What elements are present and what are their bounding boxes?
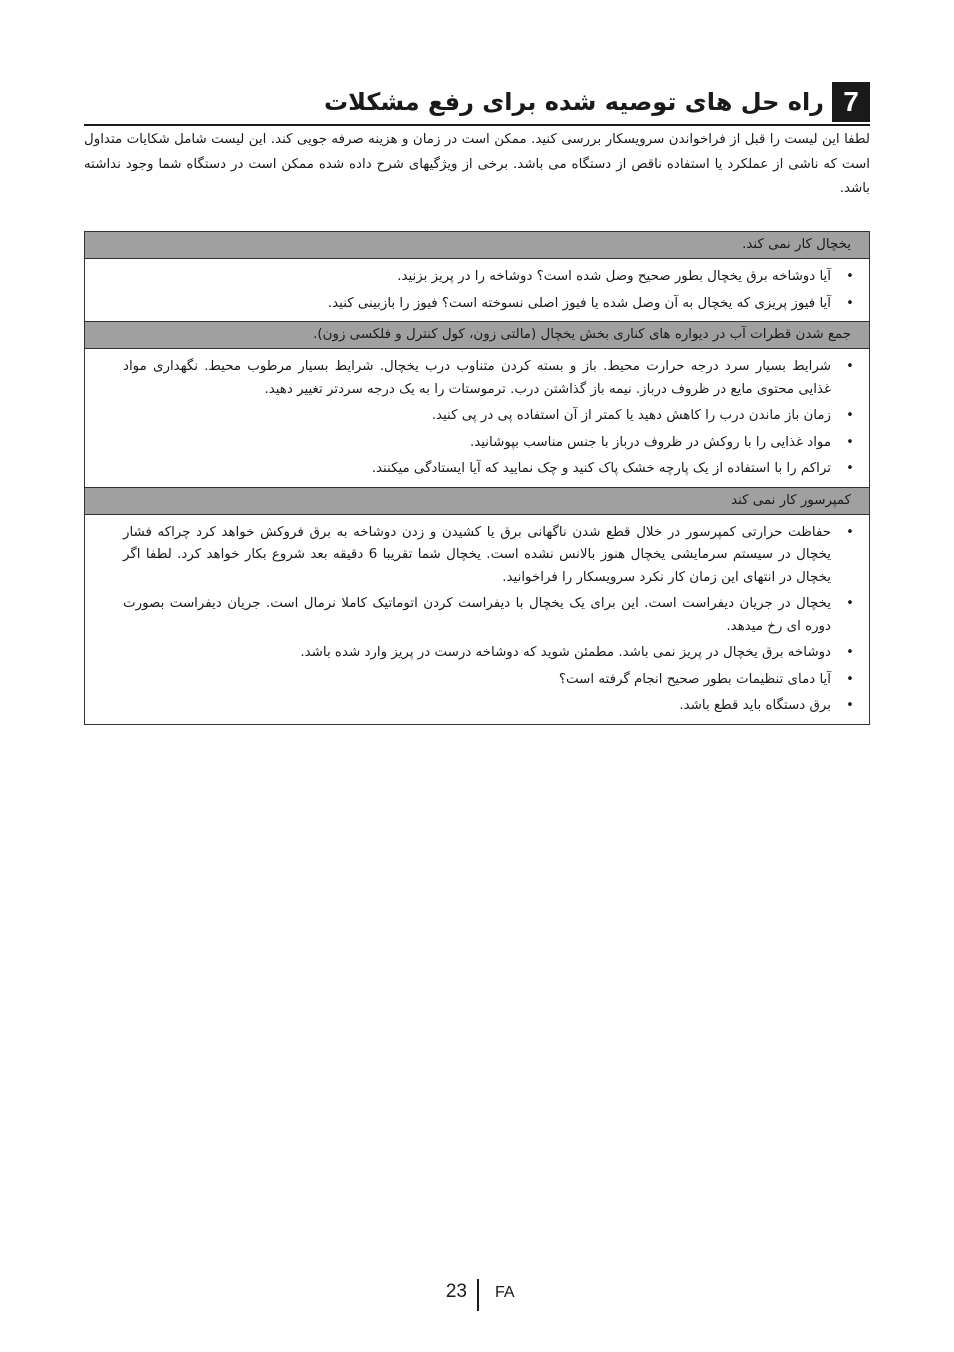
list-item: • مواد غذایی را با روکش در ظروف درباز با جنس مناسب بپوشانید. — [85, 432, 869, 455]
page-number: 23 — [445, 1281, 467, 1302]
bullet-icon: • — [846, 295, 854, 311]
header-divider — [84, 124, 870, 126]
list-item: • زمان باز ماندن درب را کاهش دهید یا کمتر از آن استفاده پی در پی کنید. — [85, 405, 869, 428]
list-item: • آیا فیوز پریزی که یخچال به آن وصل شده یا فیوز اصلی نسوخته است؟ فیوز را بازبینی کنید. — [85, 293, 869, 316]
section-title: راه حل های توصیه شده برای رفع مشکلات — [324, 88, 824, 116]
category-items — [85, 349, 869, 488]
bullet-icon: • — [846, 408, 854, 423]
list-item: • تراکم را با استفاده از یک پارچه خشک پاک کنید و چک نمایید که آیا ایستادگی میکنند. — [85, 458, 869, 481]
list-item: • حفاظت حرارتی کمپرسور در خلال قطع شدن ناگهانی برق یا کشیدن و زدن دوشاخه به برق فروکش خواهد کرد چراکه فشار یخچال در سیستم سرمایشی یخچال هنوز بالانس نشده است. یخچال شما تقریبا 6 دقیقه بعد شروع بکار خواهد کرد. لطفا اگر یخچال در انتهای این زمان کار نکرد سرویسکار را فراخوانید. — [85, 522, 869, 590]
list-item: • برق دستگاه باید قطع باشد. — [85, 695, 869, 718]
list-item: • آیا دمای تنظیمات بطور صحیح انجام گرفته است؟ — [85, 669, 869, 692]
page-footer — [0, 1281, 954, 1311]
bullet-icon: • — [846, 434, 854, 450]
category-header-compressor: کمپرسور کار نمی کند — [85, 488, 869, 515]
bullet-icon: • — [846, 671, 854, 687]
bullet-icon: • — [846, 698, 854, 713]
category-header-condensation: جمع شدن قطرات آب در دیواره های کناری بخش یخچال (مالتی زون، کول کنترل و فلکسی زون). — [85, 322, 869, 349]
list-item: • یخچال در جریان دیفراست است. این برای یک یخچال با دیفراست کردن اتوماتیک کاملا نرمال است. جریان دیفراست بصورت دوره ای رخ میدهد. — [85, 593, 869, 638]
bullet-icon: • — [846, 269, 854, 284]
section-header — [84, 80, 870, 124]
category-items — [85, 259, 869, 322]
category-items — [85, 515, 869, 724]
troubleshooting-table — [84, 231, 870, 725]
bullet-icon: • — [846, 645, 854, 660]
category-header-fridge-not-working: یخچال کار نمی کند. — [85, 232, 869, 259]
section-number-badge: 7 — [832, 82, 870, 122]
list-item: • شرایط بسیار سرد درجه حرارت محیط. باز و بسته کردن متناوب درب یخچال. شرایط بسیار مرطوب محیط. نگهداری مواد غذایی محتوی مایع در ظروف درباز. نیمه باز گذاشتن درب. ترموستات را به یک درجه سردتر تغییر دهید. — [85, 356, 869, 401]
list-item: • آیا دوشاخه برق یخچال بطور صحیح وصل شده است؟ دوشاخه را در پریز بزنید. — [85, 266, 869, 289]
bullet-icon: • — [846, 359, 854, 374]
bullet-icon: • — [846, 524, 854, 540]
footer-divider — [477, 1279, 479, 1311]
intro-paragraph: لطفا این لیست را قبل از فراخواندن سرویسکار بررسی کنید. ممکن است در زمان و هزینه صرفه جویی کند. این لیست شامل شکایات متداول است که ناشی از عملکرد یا استفاده ناقص از دستگاه می باشد. برخی از ویژگیهای شرح داده شده ممکن است در دستگاه شما وجود نداشته باشد. — [84, 132, 870, 196]
language-code: FA — [495, 1284, 515, 1301]
bullet-icon: • — [846, 596, 854, 611]
list-item: • دوشاخه برق یخچال در پریز نمی باشد. مطمئن شوید که دوشاخه درست در پریز وارد شده باشد. — [85, 642, 869, 665]
bullet-icon: • — [846, 461, 854, 476]
